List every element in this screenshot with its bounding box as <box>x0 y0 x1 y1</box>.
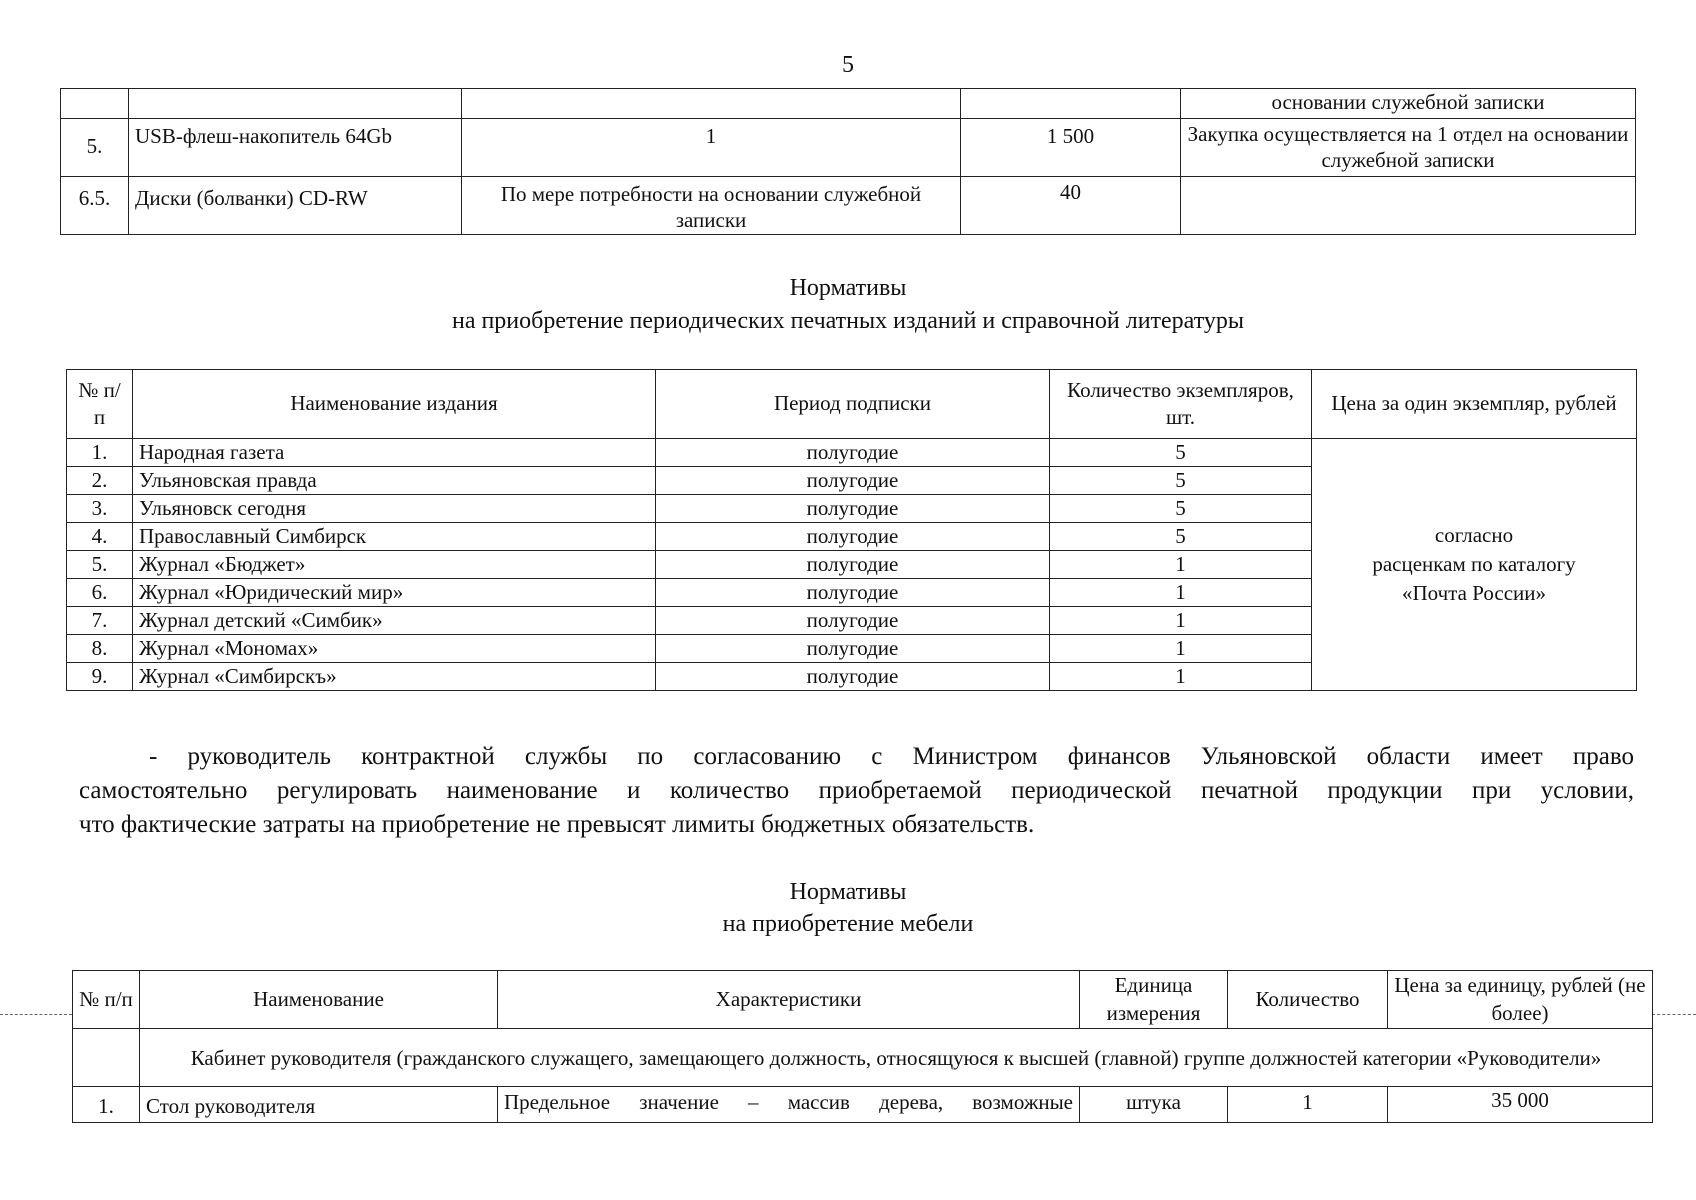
price-note-line: «Почта России» <box>1402 581 1546 605</box>
row-number: 5. <box>67 551 133 579</box>
page-number: 5 <box>842 52 854 78</box>
table-row <box>61 119 1636 177</box>
copy-count: 5 <box>1050 523 1312 551</box>
row-number <box>61 89 129 119</box>
scan-artifact-line <box>1652 1014 1696 1015</box>
copy-count: 1 <box>1050 607 1312 635</box>
publication-name: Журнал «Симбирскъ» <box>133 663 656 691</box>
subscription-period: полугодие <box>656 439 1050 467</box>
row-number: 4. <box>67 523 133 551</box>
item-name: Диски (болванки) CD-RW <box>129 177 462 235</box>
row-number: 5. <box>61 119 129 177</box>
header-name: Наименование <box>140 971 498 1029</box>
row-number: 6.5. <box>61 177 129 235</box>
publication-name: Журнал детский «Симбик» <box>133 607 656 635</box>
header-unit: Единица измерения <box>1080 971 1228 1029</box>
subscription-period: полугодие <box>656 663 1050 691</box>
publication-name: Народная газета <box>133 439 656 467</box>
periodicals-title: Нормативы <box>789 275 907 301</box>
category-row <box>73 1029 1653 1087</box>
periodicals-table <box>66 369 1637 691</box>
copy-count: 5 <box>1050 467 1312 495</box>
table-header-row <box>67 370 1637 439</box>
item-quantity: По мере потребности на основании служебной записки <box>462 177 961 235</box>
subscription-period: полугодие <box>656 495 1050 523</box>
subscription-period: полугодие <box>656 607 1050 635</box>
paragraph-line: что фактические затраты на приобретение не превысят лимиты бюджетных обязательств. <box>79 811 1035 838</box>
subscription-period: полугодие <box>656 635 1050 663</box>
furniture-table <box>72 970 1653 1123</box>
subscription-period: полугодие <box>656 467 1050 495</box>
item-note: основании служебной записки <box>1181 89 1636 119</box>
item-quantity: 1 <box>462 119 961 177</box>
item-quantity <box>462 89 961 119</box>
scan-artifact-line <box>0 1014 72 1015</box>
publication-name: Ульяновск сегодня <box>133 495 656 523</box>
item-name: Стол руководителя <box>140 1087 498 1123</box>
item-price <box>961 89 1181 119</box>
copy-count: 1 <box>1050 579 1312 607</box>
contract-service-paragraph <box>79 740 1634 842</box>
equipment-table <box>60 88 1636 235</box>
copy-count: 5 <box>1050 495 1312 523</box>
header-characteristics: Характеристики <box>498 971 1080 1029</box>
header-name: Наименование издания <box>133 370 656 439</box>
paragraph-line: самостоятельно регулировать наименование и количество приобретаемой периодической печатной продукции при условии, <box>79 777 1634 804</box>
row-number: 2. <box>67 467 133 495</box>
header-number: № п/п <box>73 971 140 1029</box>
item-note <box>1181 177 1636 235</box>
row-number: 8. <box>67 635 133 663</box>
price-note <box>1312 439 1637 691</box>
item-name: USB-флеш-накопитель 64Gb <box>129 119 462 177</box>
row-number: 9. <box>67 663 133 691</box>
category-spacer <box>73 1029 140 1087</box>
row-number: 6. <box>67 579 133 607</box>
subscription-period: полугодие <box>656 579 1050 607</box>
publication-name: Православный Симбирск <box>133 523 656 551</box>
copy-count: 1 <box>1050 663 1312 691</box>
table-row <box>61 89 1636 119</box>
row-number: 1. <box>73 1087 140 1123</box>
subscription-period: полугодие <box>656 523 1050 551</box>
item-price: 40 <box>961 177 1181 235</box>
copy-count: 1 <box>1050 551 1312 579</box>
header-price: Цена за единицу, рублей (не более) <box>1388 971 1653 1029</box>
item-unit: штука <box>1080 1087 1228 1123</box>
table-row <box>67 439 1637 467</box>
publication-name: Журнал «Мономах» <box>133 635 656 663</box>
table-header-row <box>73 971 1653 1029</box>
item-name <box>129 89 462 119</box>
copy-count: 5 <box>1050 439 1312 467</box>
table-row <box>61 177 1636 235</box>
row-number: 7. <box>67 607 133 635</box>
row-number: 3. <box>67 495 133 523</box>
header-count: Количество экземпляров, шт. <box>1050 370 1312 439</box>
header-period: Период подписки <box>656 370 1050 439</box>
furniture-title: Нормативы <box>789 879 907 905</box>
price-note-line: согласно <box>1434 523 1514 547</box>
copy-count: 1 <box>1050 635 1312 663</box>
item-note: Закупка осуществляется на 1 отдел на основании служебной записки <box>1181 119 1636 177</box>
subscription-period: полугодие <box>656 551 1050 579</box>
furniture-subtitle: на приобретение мебели <box>722 911 974 937</box>
header-price: Цена за один экземпляр, рублей <box>1312 370 1637 439</box>
category-title: Кабинет руководителя (гражданского служащего, замещающего должность, относящуюся к высшей (главной) группе должностей категории «Руководители» <box>140 1029 1653 1087</box>
item-price: 35 000 <box>1388 1087 1653 1123</box>
publication-name: Ульяновская правда <box>133 467 656 495</box>
publication-name: Журнал «Юридический мир» <box>133 579 656 607</box>
paragraph-line: - руководитель контрактной службы по согласованию с Министром финансов Ульяновской области имеет право <box>149 743 1634 770</box>
header-number: № п/п <box>67 370 133 439</box>
item-quantity: 1 <box>1228 1087 1388 1123</box>
item-characteristics: Предельное значение – массив дерева, возможные <box>498 1087 1080 1123</box>
item-price: 1 500 <box>961 119 1181 177</box>
header-quantity: Количество <box>1228 971 1388 1029</box>
publication-name: Журнал «Бюджет» <box>133 551 656 579</box>
table-row <box>73 1087 1653 1123</box>
row-number: 1. <box>67 439 133 467</box>
price-note-line: расценкам по каталогу <box>1372 552 1576 576</box>
periodicals-subtitle: на приобретение периодических печатных изданий и справочной литературы <box>451 308 1245 334</box>
